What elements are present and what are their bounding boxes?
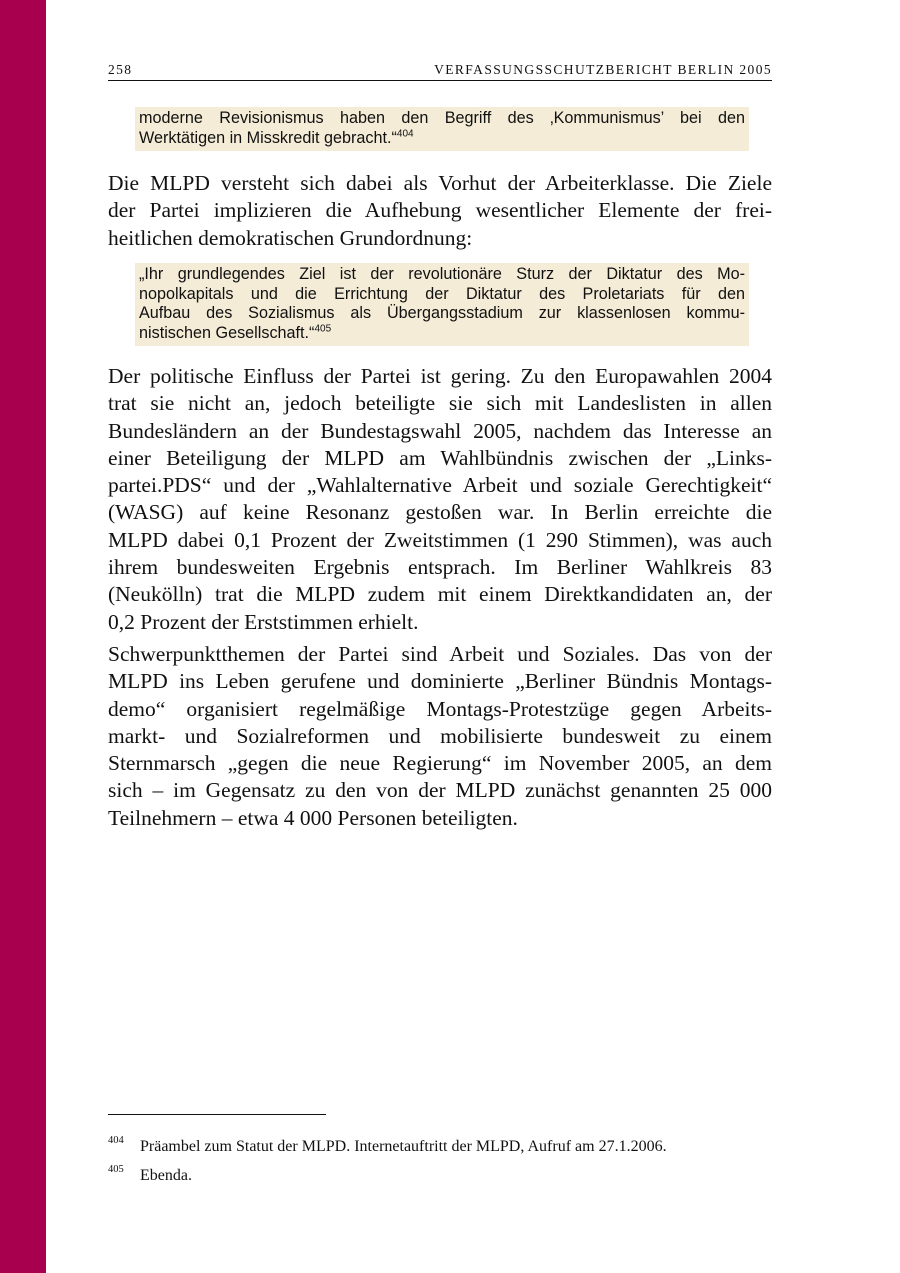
text-line: (Neukölln) trat die MLPD zudem mit einem Direktkandidaten an, der xyxy=(108,582,772,607)
paragraph-3 xyxy=(108,641,772,832)
quote-line: nistischen Gesellschaft.“ xyxy=(139,323,315,342)
text-line: MLPD dabei 0,1 Prozent der Zweitstimmen (1 290 Stimmen), was auch xyxy=(108,527,772,552)
footnote-404 xyxy=(108,1137,772,1157)
text-line: heitlichen demokratischen Grundordnung: xyxy=(108,225,473,250)
page-header xyxy=(108,62,772,78)
text-line: demo“ organisiert regelmäßige Montags-Protestzüge gegen Arbeits- xyxy=(108,696,772,721)
quote-block-1 xyxy=(135,107,749,151)
text-line: einer Beteiligung der MLPD am Wahlbündnis zwischen der „Links- xyxy=(108,445,772,470)
text-line: 0,2 Prozent der Erststimmen erhielt. xyxy=(108,609,419,634)
quote-line: Werktätigen in Misskredit gebracht.“ xyxy=(139,128,397,147)
text-line: Schwerpunktthemen der Partei sind Arbeit und Soziales. Das von der xyxy=(108,642,772,666)
quote-line: moderne Revisionismus haben den Begriff des ‚Kommunismus’ bei den xyxy=(139,109,745,127)
text-line: Der politische Einfluss der Partei ist gering. Zu den Europawahlen 2004 xyxy=(108,364,772,388)
footnote-number: 404 xyxy=(108,1135,124,1146)
footnote-ref[interactable]: 405 xyxy=(314,323,332,335)
quote-line: nopolkapitals und die Errichtung der Diktatur des Proletariats für den xyxy=(139,284,745,303)
text-line: partei.PDS“ und der „Wahlalternative Arbeit und soziale Gerechtigkeit“ xyxy=(108,473,772,498)
text-line: MLPD ins Leben gerufene und dominierte „Berliner Bündnis Montags- xyxy=(108,669,772,694)
sidebar-color-band xyxy=(0,0,46,1273)
quote-line: Aufbau des Sozialismus als Übergangsstadium zur klassenlosen kommu- xyxy=(139,304,745,322)
footnote-separator xyxy=(108,1114,326,1115)
running-title: VERFASSUNGSSCHUTZBERICHT BERLIN 2005 xyxy=(434,62,772,77)
footnote-ref[interactable]: 404 xyxy=(396,128,414,140)
text-line: markt- und Sozialreformen und mobilisierte bundesweit zu einem xyxy=(108,723,772,748)
text-line: Bundesländern an der Bundestagswahl 2005, nachdem das Interesse an xyxy=(108,418,772,443)
text-line: trat sie nicht an, jedoch beteiligte sie sich mit Landeslisten in allen xyxy=(108,391,772,416)
footnote-405 xyxy=(108,1166,772,1186)
text-line: Die MLPD versteht sich dabei als Vorhut der Arbeiterklasse. Die Ziele xyxy=(108,171,772,195)
text-line: ihrem bundesweiten Ergebnis entsprach. Im Berliner Wahlkreis 83 xyxy=(108,555,772,580)
text-line: sich – im Gegensatz zu den von der MLPD zunächst genannten 25 000 xyxy=(108,778,772,803)
text-line: der Partei implizieren die Aufhebung wesentlicher Elemente der frei- xyxy=(108,198,772,223)
paragraph-1 xyxy=(108,170,772,252)
paragraph-2 xyxy=(108,363,772,636)
page-number: 258 xyxy=(108,62,133,77)
header-rule xyxy=(108,80,772,81)
footnote-text: Präambel zum Statut der MLPD. Internetauftritt der MLPD, Aufruf am 27.1.2006. xyxy=(140,1138,667,1155)
quote-line: „Ihr grundlegendes Ziel ist der revolutionäre Sturz der Diktatur des Mo- xyxy=(139,265,745,283)
footnote-text: Ebenda. xyxy=(140,1167,192,1184)
footnote-number: 405 xyxy=(108,1164,124,1175)
text-line: Sternmarsch „gegen die neue Regierung“ im November 2005, an dem xyxy=(108,751,772,776)
text-line: (WASG) auf keine Resonanz gestoßen war. In Berlin erreichte die xyxy=(108,500,772,525)
text-line: Teilnehmern – etwa 4 000 Personen beteiligten. xyxy=(108,805,518,830)
quote-block-2 xyxy=(135,263,749,346)
